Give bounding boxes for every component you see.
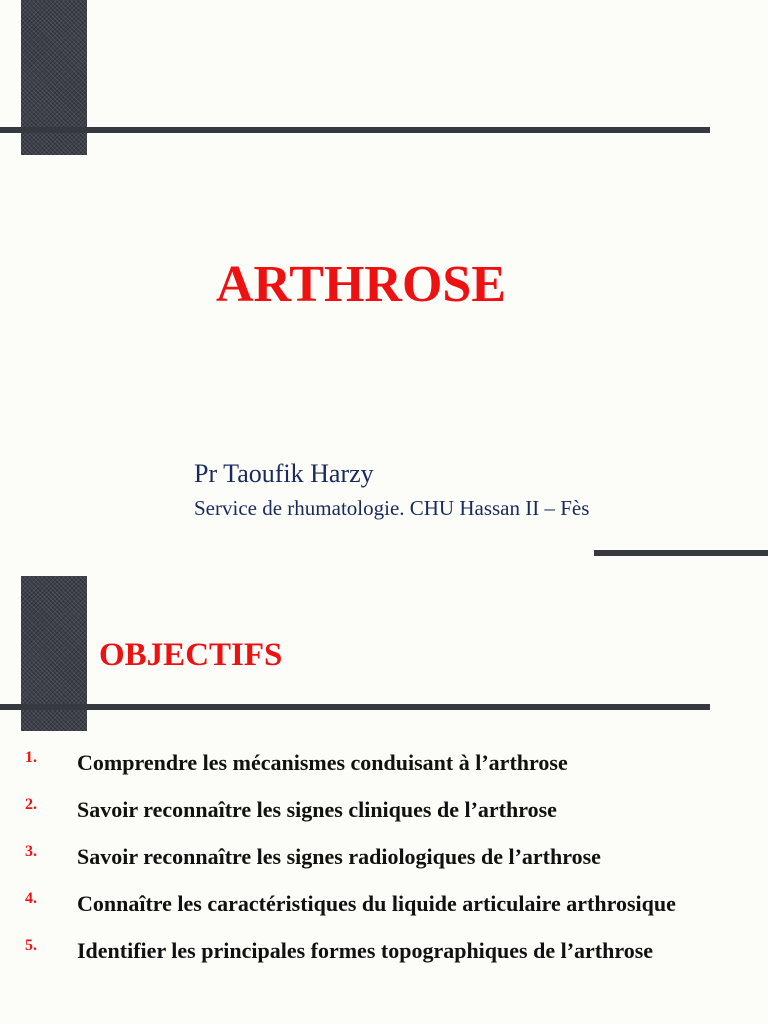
list-item — [0, 884, 768, 924]
item-number: 1. — [25, 749, 37, 766]
list-item — [0, 790, 768, 830]
objectives-slide — [0, 560, 768, 1024]
affiliation: Service de rhumatologie. CHU Hassan II – Fès — [194, 496, 590, 520]
author-name: Pr Taoufik Harzy — [194, 459, 374, 488]
item-text: Identifier les principales formes topographiques de l’arthrose — [77, 938, 654, 963]
list-item — [0, 931, 768, 971]
item-text: Savoir reconnaître les signes cliniques de l’arthrose — [77, 797, 557, 822]
decorative-line — [0, 704, 710, 710]
decorative-line — [0, 127, 710, 133]
item-text: Comprendre les mécanismes conduisant à l’arthrose — [77, 750, 568, 775]
slide-title: ARTHROSE — [215, 256, 506, 313]
objectives-heading: OBJECTIFS — [99, 637, 283, 673]
decorative-line-bottom — [594, 550, 768, 556]
list-item — [0, 743, 768, 783]
item-text: Connaître les caractéristiques du liquide articulaire arthrosique — [77, 891, 676, 916]
item-number: 3. — [25, 843, 37, 860]
item-text: Savoir reconnaître les signes radiologiques de l’arthrose — [77, 844, 601, 869]
list-item — [0, 837, 768, 877]
item-number: 2. — [25, 796, 37, 813]
objectives-list — [0, 743, 768, 971]
item-number: 4. — [25, 890, 37, 907]
item-number: 5. — [25, 937, 37, 954]
